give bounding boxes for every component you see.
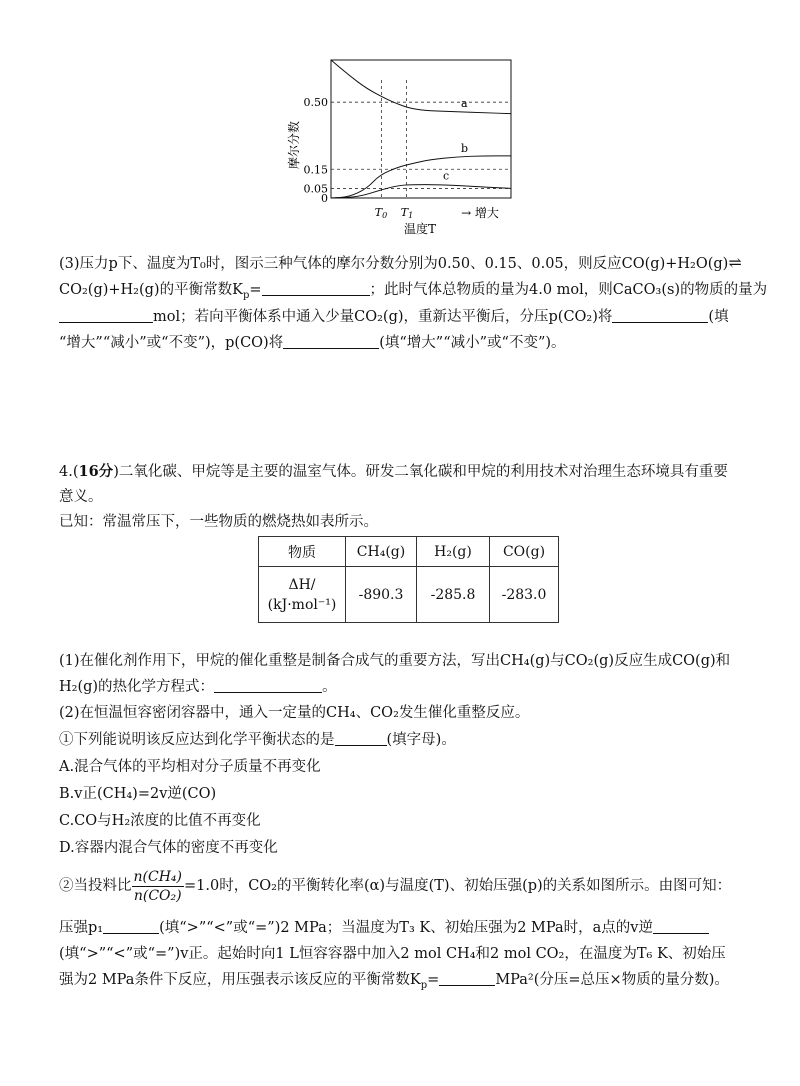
equilibrium-arrow: ⇌ [728,253,742,272]
table-header: CH₄(g) [346,537,417,567]
q4-heading-2: 意义。 [59,489,103,505]
answer-blank-p1[interactable] [103,919,159,934]
table-header: H₂(g) [417,537,490,567]
series-line-b [331,156,511,198]
answer-blank-caco3[interactable] [59,308,153,323]
x-arrow-label: → 增大 [461,206,499,220]
table-cell: -285.8 [417,567,490,623]
option-d: D.容器内混合气体的密度不再变化 [59,840,278,856]
y-tick-label: 0 [321,192,328,205]
answer-blank-equation[interactable] [214,678,322,693]
q3-line-2: CO₂(g)+H₂(g)的平衡常数$K_p=$ ；此时气体总物质的量为4.0 mol，则CaCO₃(s)的物质的量为 [59,282,768,301]
answer-blank-kp2[interactable] [439,971,495,986]
q4-heading: 4.(16分)二氧化碳、甲烷等是主要的温室气体。研发二氧化碳和甲烷的利用技术对治理生态环境具有重要 [59,463,728,480]
q3-line-3: mol；若向平衡体系中通入少量CO₂(g)，重新达平衡后，分压p(CO₂)将 (填 [59,307,760,327]
q4-p1-line-1: (1)在催化剂作用下，甲烷的催化重整是制备合成气的重要方法，写出CH₄(g)与CO₂(g)反应生成CO(g)和 [59,653,731,669]
plot-frame [331,60,511,198]
q4-p2-q1: ①下列能说明该反应达到化学平衡状态的是 (填字母)。 [59,732,456,748]
q4-known: 已知：常温常压下，一些物质的燃烧热如表所示。 [59,514,378,530]
table-row-label: ΔH/ (kJ·mol⁻¹) [259,567,346,623]
q4-p1-line-2: H₂(g)的热化学方程式： 。 [59,679,337,695]
y-tick-label: 0.15 [303,163,328,177]
series-label-c: c [443,169,450,183]
series-line-a [331,60,511,114]
series-line-c [331,185,511,198]
combustion-heat-table [258,536,559,623]
x-tick-T0: T0 [374,206,388,220]
table-header: CO(g) [490,537,559,567]
q3-line-1: (3)压力p下、温度为T₀时，图示三种气体的摩尔分数分别为0.50、0.15、0.05，则反应CO(g)+H₂O(g)⇌ [59,253,742,272]
x-axis-label: 温度T [403,222,437,236]
table-cell: -890.3 [346,567,417,623]
answer-blank-vrev[interactable] [653,919,709,934]
q4-line-3: 强为2 MPa条件下反应，用压强表示该反应的平衡常数$K_p= MPa^2$(分压=总压×物质的量分数)。 [59,972,729,991]
answer-blank-choice[interactable] [335,731,387,746]
table-header: 物质 [259,537,346,567]
q4-line-p1: 压强p₁ (填“>”“<”或“=”)2 MPa；当温度为T₃ K、初始压强为2 MPa时，a点的v逆 [59,918,760,938]
series-label-a: a [461,96,468,110]
x-tick-T1: T1 [400,206,414,220]
y-tick-label: 0.05 [303,182,328,196]
y-tick-label: 0.50 [303,96,328,110]
option-b: B.v正(CH₄)=2v逆(CO) [59,786,217,802]
q4-p2-q2: ②当投料比 $\frac{\text{n(CH₄)}}{\text{n(CO₂)}}$ =1.0时，CO₂的平衡转化率(α)与温度(T)、初始压强(p)的关系如图所示。由图可知： [59,868,732,904]
q4-score: 16分 [78,463,114,480]
series-label-b: b [461,141,469,155]
mole-fraction-chart [280,50,540,240]
answer-blank-pco[interactable] [283,334,379,349]
answer-blank-kp[interactable] [262,281,370,296]
table-cell: -283.0 [490,567,559,623]
y-axis-label: 摩尔分数 [287,120,301,170]
answer-blank-pco2[interactable] [612,308,708,323]
option-c: C.CO与H₂浓度的比值不再变化 [59,813,261,829]
option-a: A.混合气体的平均相对分子质量不再变化 [59,759,321,775]
q4-line-2: (填“>”“<”或“=”)v正。起始时向1 L恒容容器中加入2 mol CH₄和2 mol CO₂，在温度为T₆ K、初始压 [59,946,726,962]
feed-ratio-fraction: $\frac{\text{n(CH₄)}}{\text{n(CO₂)}}$ [133,868,182,904]
q4-p2: (2)在恒温恒容密闭容器中，通入一定量的CH₄、CO₂发生催化重整反应。 [59,705,530,721]
q3-line-4: “增大”“减小”或“不变”)，p(CO)将 (填“增大”“减小”或“不变”)。 [59,335,566,351]
